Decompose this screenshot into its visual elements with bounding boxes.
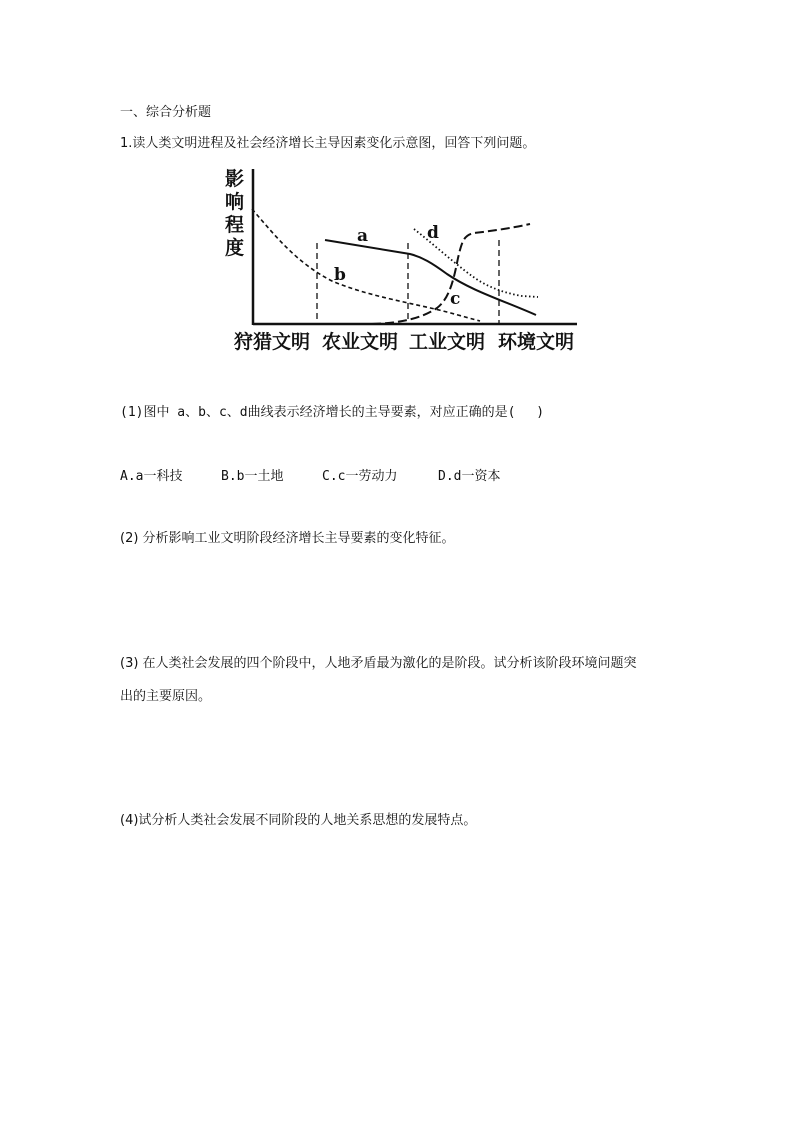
curve-label-d: d: [427, 223, 439, 243]
y-label-char: 度: [225, 237, 245, 259]
stage-label-industry: 工业文明: [409, 331, 486, 353]
question-2: (2) 分析影响工业文明阶段经济增长主导要素的变化特征。: [120, 531, 455, 546]
question-3-line-2: 出的主要原因。: [120, 689, 212, 704]
question-3-line-1: (3) 在人类社会发展的四个阶段中，人地矛盾最为激化的是阶段。试分析该阶段环境问题突: [120, 656, 637, 671]
option-d[interactable]: D.d一资本: [438, 469, 501, 484]
option-b[interactable]: B.b一土地: [221, 469, 284, 484]
y-label-char: 影: [225, 168, 245, 190]
option-c[interactable]: C.c一劳动力: [322, 469, 398, 484]
stage-label-hunting: 狩猎文明: [234, 331, 311, 353]
curve-a: [325, 240, 536, 315]
y-label-char: 响: [225, 191, 245, 213]
stage-label-agriculture: 农业文明: [322, 331, 399, 353]
stage-label-environment: 环境文明: [498, 331, 575, 353]
section-title: 一、综合分析题: [120, 105, 212, 120]
curve-c: [372, 224, 530, 324]
question-1: (1)图中 a、b、c、d曲线表示经济增长的主导要素，对应正确的是( ): [120, 405, 545, 420]
curve-label-b: b: [334, 265, 346, 285]
civilization-factor-diagram: [222, 163, 588, 359]
option-a[interactable]: A.a一科技: [120, 469, 183, 484]
question-stem: 1.读人类文明进程及社会经济增长主导因素变化示意图，回答下列问题。: [120, 136, 536, 151]
curve-label-c: c: [450, 289, 461, 309]
y-label-char: 程: [225, 214, 245, 236]
question-4: (4)试分析人类社会发展不同阶段的人地关系思想的发展特点。: [120, 813, 477, 828]
curve-label-a: a: [357, 226, 369, 246]
